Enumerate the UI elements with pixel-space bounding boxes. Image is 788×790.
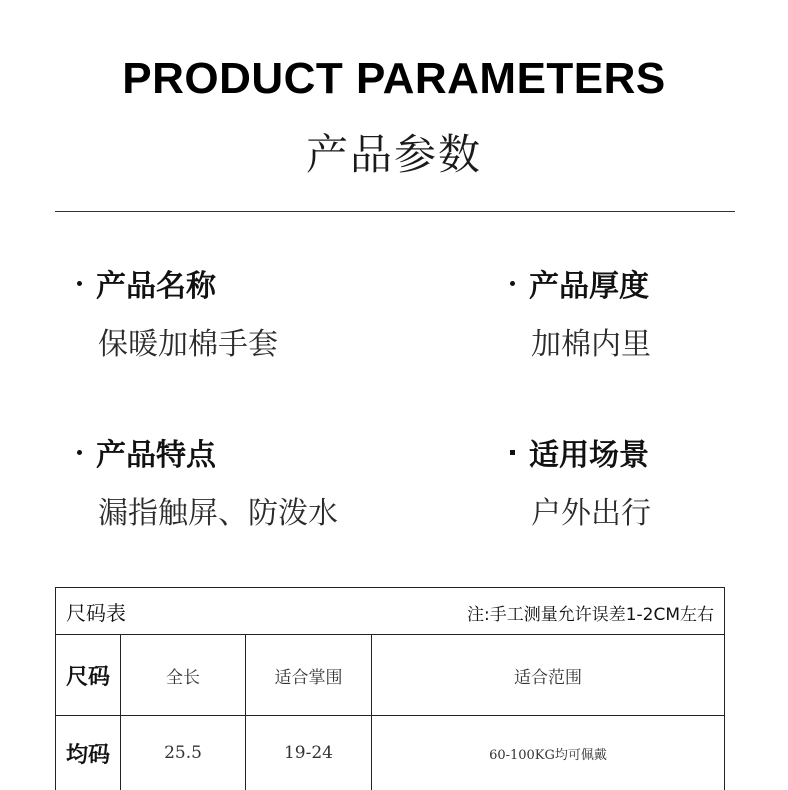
param-value: 户外出行	[531, 496, 651, 531]
param-label: 产品厚度	[529, 269, 649, 304]
page-title-en: PRODUCT PARAMETERS	[122, 54, 666, 103]
bullet-dot-icon	[510, 281, 515, 286]
size-table-header	[56, 588, 724, 635]
param-usage-scenario	[508, 432, 788, 532]
column-header-length: 全长	[121, 635, 246, 715]
param-product-features	[75, 432, 395, 532]
bullet-dot-icon	[510, 450, 515, 455]
param-label: 适用场景	[529, 438, 649, 473]
table-row	[56, 716, 724, 790]
page-title-cn: 产品参数	[305, 130, 482, 179]
column-header-size: 尺码	[56, 635, 121, 715]
bullet-dot-icon	[77, 281, 82, 286]
bullet-dot-icon	[77, 450, 82, 455]
table-header-row	[56, 635, 724, 716]
cell-length: 25.5	[121, 716, 246, 790]
column-header-palm: 适合掌围	[246, 635, 372, 715]
divider	[55, 211, 735, 212]
column-header-range: 适合范围	[514, 667, 582, 688]
param-value: 保暖加棉手套	[98, 327, 278, 362]
cell-range: 60-100KG均可佩戴	[489, 747, 607, 763]
cell-palm: 19-24	[246, 716, 372, 790]
param-value: 加棉内里	[531, 327, 651, 362]
cell-size: 均码	[56, 716, 121, 790]
param-product-thickness	[508, 263, 788, 363]
size-table-title: 尺码表	[66, 601, 126, 625]
size-table-note: 注:手工测量允许误差1-2CM左右	[466, 605, 714, 625]
param-value: 漏指触屏、防泼水	[98, 496, 338, 531]
param-label: 产品名称	[96, 269, 216, 304]
param-product-name	[75, 263, 395, 363]
param-label: 产品特点	[96, 438, 216, 473]
size-table	[55, 587, 725, 790]
